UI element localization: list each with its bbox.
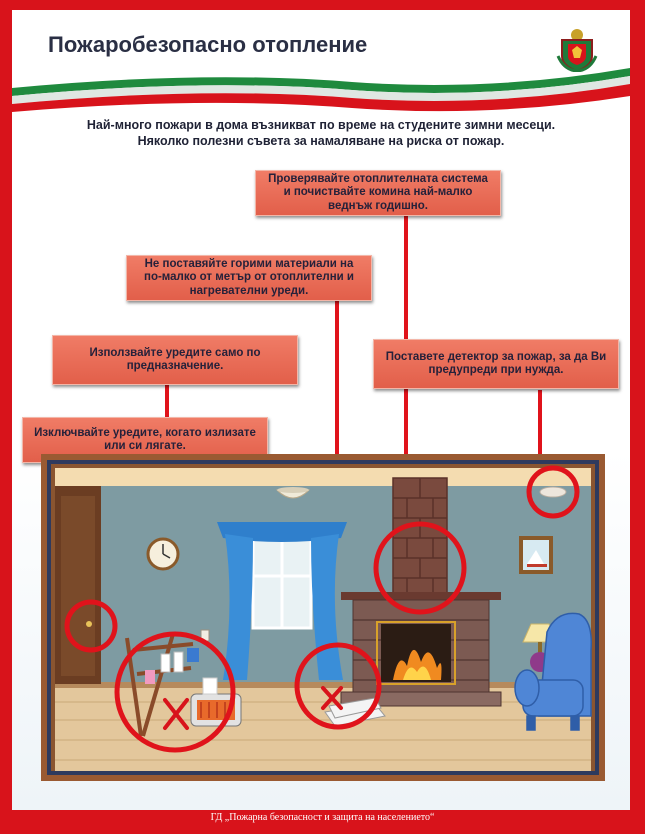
smoke-detector [540, 487, 566, 497]
intro-line-1: Най-много пожари в дома възникват по време на студените зимни месеци. [86, 118, 556, 132]
tip-combustibles: Не поставяйте горими материали на по-малко от метър от отоплителни и нагревателни уреди. [126, 255, 372, 301]
tip-purpose: Използвайте уредите само по предназначение. [52, 335, 298, 385]
footer-text: ГД „Пожарна безопасност и защита на населението“ [210, 812, 435, 823]
room-illustration [41, 454, 605, 781]
page-title: Пожаробезопасно отопление [48, 32, 368, 57]
tip-switch-off: Изключвайте уредите, когато излизате или си лягате. [22, 417, 268, 463]
chimney [393, 478, 447, 610]
tip-check-heating: Проверявайте отоплителната система и почиствайте комина най-малко веднъж годишно. [255, 170, 501, 216]
tip-smoke-detector: Поставете детектор за пожар, за да Ви предупреди при нужда. [373, 339, 619, 389]
mantel [341, 592, 501, 600]
intro-line-2: Няколко полезни съвета за намаляване на риска от пожар. [137, 134, 505, 148]
poster [12, 10, 630, 810]
